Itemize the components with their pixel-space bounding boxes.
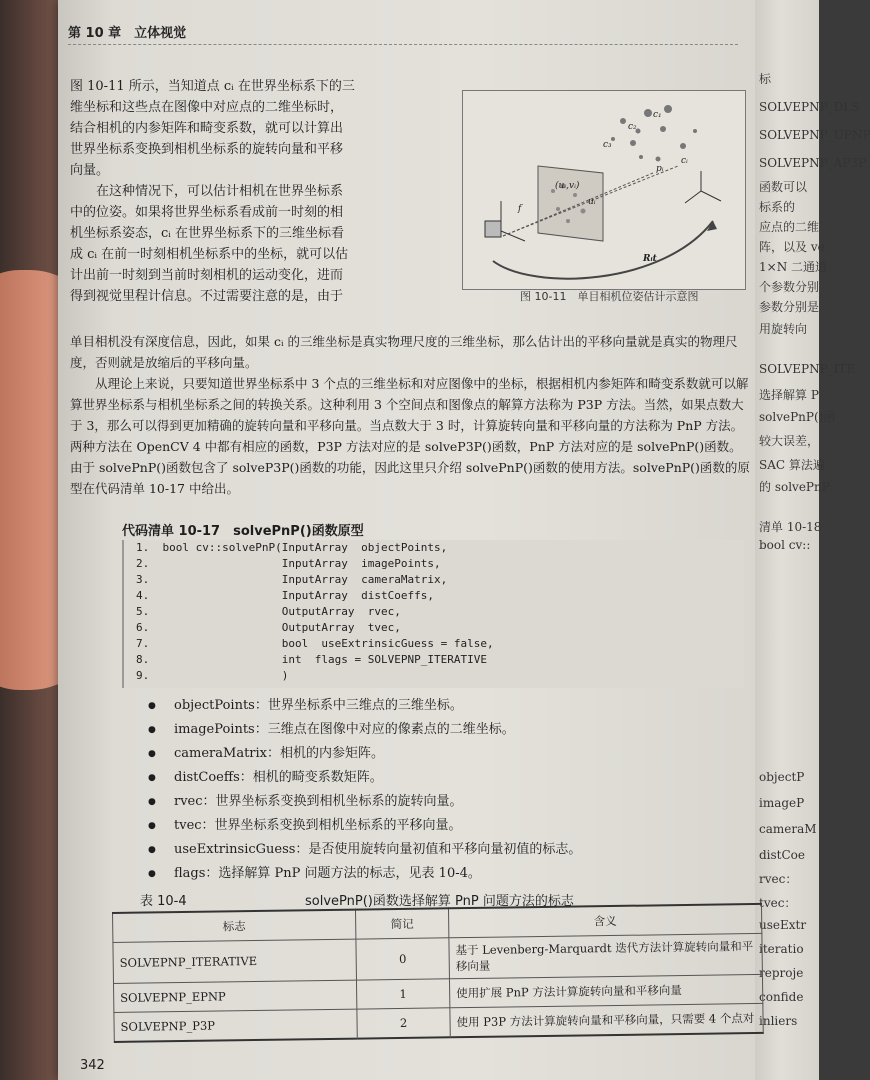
next-page-fragment: SOLVEPNP_ITE xyxy=(759,362,856,376)
param-item: ● distCoeffs：相机的畸变系数矩阵。 xyxy=(148,766,748,790)
table-cell: SOLVEPNP_EPNP xyxy=(113,980,356,1012)
intro-line: 结合相机的内参矩阵和畸变系数，就可以计算出 xyxy=(70,121,344,136)
param-list xyxy=(148,694,748,886)
code-line: 6. OutputArray tvec, xyxy=(136,621,401,634)
table-cell: 基于 Levenberg-Marquardt 迭代方法计算旋转向量和平移向量 xyxy=(449,933,763,978)
table-header: 标志 xyxy=(113,910,356,943)
param-item: ● tvec：世界坐标系变换到相机坐标系的平移向量。 xyxy=(148,814,748,838)
next-page-fragment: 选择解算 P xyxy=(759,388,819,402)
label-rt: Rᵢt xyxy=(643,254,657,264)
figure-monocular-pose xyxy=(462,90,746,290)
code-line: 2. InputArray imagePoints, xyxy=(136,557,441,570)
intro-line: 成 cᵢ 在前一时刻相机坐标系中的坐标，就可以估 xyxy=(70,247,349,262)
label-c2: c₂ xyxy=(628,122,637,132)
next-page-fragment: SAC 算法遍 xyxy=(759,458,825,472)
next-page-fragment: SOLVEPNP_UPNP xyxy=(759,128,870,142)
next-page-fragment: useExtr xyxy=(759,918,807,932)
next-page-fragment: 标系的 xyxy=(759,200,796,214)
table-cell: 使用扩展 PnP 方法计算旋转向量和平移向量 xyxy=(449,974,762,1007)
label-c1: c₁ xyxy=(653,110,662,120)
label-ui: uᵢ xyxy=(588,197,596,207)
next-page-fragment: imageP xyxy=(759,796,805,810)
next-page-fragment: 函数可以 xyxy=(759,180,808,194)
label-f: f xyxy=(518,204,522,214)
next-page-fragment: bool cv:: xyxy=(759,538,811,552)
code-line: 8. int flags = SOLVEPNP_ITERATIVE xyxy=(136,653,487,666)
intro-line: 世界坐标系变换到相机坐标系的旋转向量和平移 xyxy=(70,142,344,157)
table-cell: 0 xyxy=(356,938,450,980)
code-line: 4. InputArray distCoeffs, xyxy=(136,589,435,602)
intro-line: 维坐标和这些点在图像中对应点的二维坐标时， xyxy=(70,100,344,115)
code-line: 1. bool cv::solvePnP(InputArray objectPoints, xyxy=(136,541,448,554)
intro-line: 在这种情况下，可以估计相机在世界坐标系 xyxy=(70,184,344,199)
table-cell: SOLVEPNP_ITERATIVE xyxy=(113,939,357,983)
code-line: 9. ) xyxy=(136,669,289,682)
table-cell: 1 xyxy=(356,979,449,1009)
label-pi: pᵢ xyxy=(656,164,664,174)
table-cell: 使用 P3P 方法计算旋转向量和平移向量，只需要 4 个点对 xyxy=(450,1003,763,1037)
next-page-fragment: reproje xyxy=(759,966,804,980)
intro-paragraph xyxy=(70,76,450,307)
label-uv: (uᵢ,vᵢ) xyxy=(555,181,580,191)
next-page-fragment: 参数分别是 xyxy=(759,300,820,314)
label-c3: c₃ xyxy=(603,140,612,150)
table-header: 简记 xyxy=(355,908,448,939)
next-page-fragment: inliers xyxy=(759,1014,798,1028)
next-page-fragment: cameraM xyxy=(759,822,817,836)
intro-line: 机坐标系姿态，cᵢ 在世界坐标系下的三维坐标看 xyxy=(70,226,345,241)
param-item: ● imagePoints：三维点在图像中对应的像素点的二维坐标。 xyxy=(148,718,748,742)
next-page-fragment: confide xyxy=(759,990,804,1004)
code-line: 7. bool useExtrinsicGuess = false, xyxy=(136,637,494,650)
param-item: ● flags：选择解算 PnP 问题方法的标志，见表 10-4。 xyxy=(148,862,748,886)
next-page-fragment: SOLVEPNP_AP3P xyxy=(759,156,867,170)
next-page-fragment: 标 xyxy=(759,72,772,86)
next-page-fragment: iteratio xyxy=(759,942,804,956)
body-paragraph xyxy=(70,331,750,499)
next-page-fragment: objectP xyxy=(759,770,805,784)
next-page-edge xyxy=(755,0,870,1080)
next-page-fragment: 个参数分别 xyxy=(759,280,820,294)
chapter-title: 第 10 章 立体视觉 xyxy=(68,26,187,41)
next-page-fragment: 清单 10-18 xyxy=(759,520,822,534)
next-page-fragment: 1×N 二通道 xyxy=(759,260,828,274)
param-item: ● cameraMatrix：相机的内参矩阵。 xyxy=(148,742,748,766)
para-continuation: 单目相机没有深度信息，因此，如果 cᵢ 的三维坐标是真实物理尺度的三维坐标，那么估计出的平移向量就是真实的物理尺度，否则就是放缩后的平移向量。 xyxy=(70,333,738,370)
next-page-fragment: 较大误差， xyxy=(759,434,820,448)
page-header xyxy=(68,18,738,45)
next-page-fragment: 用旋转向 xyxy=(759,322,808,336)
intro-line: 图 10-11 所示，当知道点 cᵢ 在世界坐标系下的三 xyxy=(70,79,355,94)
page-number: 342 xyxy=(80,1058,105,1073)
flags-table xyxy=(112,903,764,1043)
next-page-fragment: distCoe xyxy=(759,848,806,862)
figure-caption: 图 10-11 单目相机位姿估计示意图 xyxy=(520,290,699,303)
code-listing xyxy=(122,540,744,688)
next-page-fragment: 的 solvePnP xyxy=(759,480,830,494)
table-number: 表 10-4 xyxy=(140,894,187,909)
next-page-fragment: solvePnP()函 xyxy=(759,410,836,424)
figure-diagram xyxy=(463,91,745,289)
table-cell: 2 xyxy=(357,1008,450,1039)
para-p3p-pnp: 从理论上来说，只要知道世界坐标系中 3 个点的三维坐标和对应图像中的坐标，根据相机内参矩阵和畸变系数就可以解算世界坐标系与相机坐标系之间的转换关系。这种利用 3 个空间点和图像点的解算方法称为 P3P 方法。当然，如果点数大于 3，那么可以得到更加精确的旋转向量和平移向量。当点数大于 3 时，计算旋转向量和平移向量的方法称为 PnP 方法。两种方法在 OpenCV 4 中都有相应的函数，P3P 方法对应的是 solveP3P()函数，PnP 方法对应的是 solvePnP()函数。由于 solvePnP()函数包含了 solveP3P()函数的功能，因此这里只介绍 solvePnP()函数的使用方法。solvePnP()函数的原型在代码清单 10-17 中给出。 xyxy=(70,375,750,496)
next-page-fragment: rvec： xyxy=(759,872,798,886)
table-cell: SOLVEPNP_P3P xyxy=(114,1009,357,1042)
intro-line: 向量。 xyxy=(70,163,110,178)
table-header: 含义 xyxy=(448,904,761,938)
label-ci: cᵢ xyxy=(681,156,688,166)
code-listing-title: 代码清单 10-17 solvePnP()函数原型 xyxy=(122,524,364,539)
intro-line: 计出前一时刻到当前时刻相机的运动变化，进而 xyxy=(70,268,344,283)
next-page-fragment: SOLVEPNP_DLS xyxy=(759,100,860,114)
table-title: solvePnP()函数选择解算 PnP 问题方法的标志 xyxy=(305,894,574,909)
next-page-fragment: 阵，以及 ve xyxy=(759,240,825,254)
param-item: ● useExtrinsicGuess：是否使用旋转向量初值和平移向量初值的标志。 xyxy=(148,838,748,862)
next-page-fragment: 应点的二维 xyxy=(759,220,820,234)
param-item: ● rvec：世界坐标系变换到相机坐标系的旋转向量。 xyxy=(148,790,748,814)
code-line: 3. InputArray cameraMatrix, xyxy=(136,573,448,586)
intro-line: 中的位姿。如果将世界坐标系看成前一时刻的相 xyxy=(70,205,344,220)
camera-icon xyxy=(485,221,501,237)
code-line: 5. OutputArray rvec, xyxy=(136,605,401,618)
param-item: ● objectPoints：世界坐标系中三维点的三维坐标。 xyxy=(148,694,748,718)
intro-line: 得到视觉里程计信息。不过需要注意的是，由于 xyxy=(70,289,344,304)
next-page-fragment: tvec： xyxy=(759,896,797,910)
